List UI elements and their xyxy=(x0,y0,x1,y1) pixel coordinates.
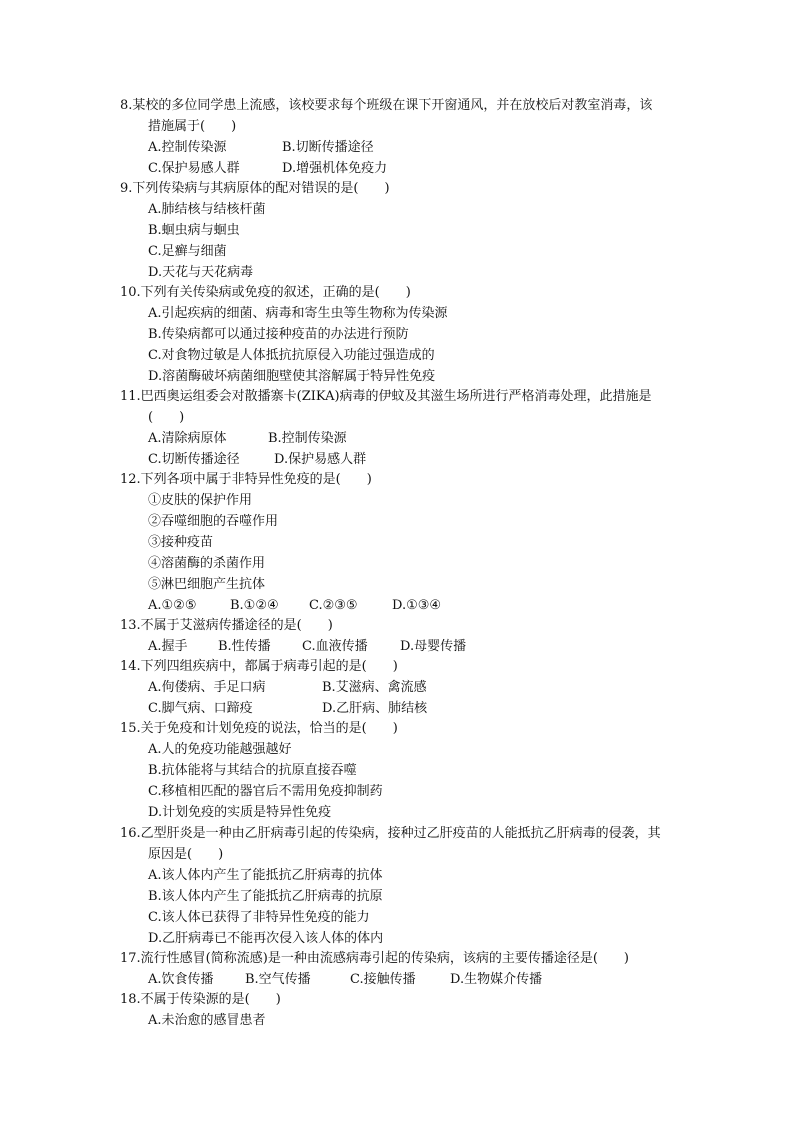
question-14-option-b: B.艾滋病、禽流感 xyxy=(322,680,427,695)
question-16-stem-cont: 原因是( ) xyxy=(148,847,224,862)
question-9-option-c: C.足癣与细菌 xyxy=(148,244,227,259)
question-11-option-c: C.切断传播途径 xyxy=(148,452,240,467)
question-10-option-c: C.对食物过敏是人体抵抗抗原侵入功能过强造成的 xyxy=(148,348,435,363)
question-14-option-c: C.脚气病、口蹄疫 xyxy=(148,701,253,716)
question-18-stem: 18.不属于传染源的是( ) xyxy=(120,992,281,1007)
question-15-option-a: A.人的免疫功能越强越好 xyxy=(148,742,292,757)
question-17-stem: 17.流行性感冒(简称流感)是一种由流感病毒引起的传染病，该病的主要传播途径是( ) xyxy=(120,951,629,966)
question-16-option-b: B.该人体内产生了能抵抗乙肝病毒的抗原 xyxy=(148,889,383,904)
question-8-option-a: A.控制传染源 xyxy=(148,140,227,155)
question-9-option-a: A.肺结核与结核杆菌 xyxy=(148,202,266,217)
question-14-option-a: A.佝偻病、手足口病 xyxy=(148,680,266,695)
question-13-option-d: D.母婴传播 xyxy=(400,639,467,654)
question-18-option-a: A.未治愈的感冒患者 xyxy=(148,1013,266,1028)
question-15-option-b: B.抗体能将与其结合的抗原直接吞噬 xyxy=(148,763,357,778)
question-9-stem: 9.下列传染病与其病原体的配对错误的是( ) xyxy=(120,181,390,196)
question-16-stem: 16.乙型肝炎是一种由乙肝病毒引起的传染病，接种过乙肝疫苗的人能抵抗乙肝病毒的侵袭，其 xyxy=(120,826,661,841)
question-13-option-a: A.握手 xyxy=(148,639,188,654)
question-11-option-b: B.控制传染源 xyxy=(268,431,347,446)
question-8-option-b: B.切断传播途径 xyxy=(282,140,374,155)
question-13-option-c: C.血液传播 xyxy=(302,639,368,654)
question-15-stem: 15.关于免疫和计划免疫的说法，恰当的是( ) xyxy=(120,721,398,736)
question-12-item-5: ⑤淋巴细胞产生抗体 xyxy=(148,577,266,592)
question-10-option-a: A.引起疾病的细菌、病毒和寄生虫等生物称为传染源 xyxy=(148,306,448,321)
question-16-option-c: C.该人体已获得了非特异性免疫的能力 xyxy=(148,910,370,925)
question-11-stem: 11.巴西奥运组委会对散播寨卡(ZIKA)病毒的伊蚊及其滋生场所进行严格消毒处理，此措施是 xyxy=(120,389,652,404)
question-17-option-b: B.空气传播 xyxy=(245,972,311,987)
question-12-item-4: ④溶菌酶的杀菌作用 xyxy=(148,556,266,571)
question-11-stem-cont: ( ) xyxy=(148,410,185,425)
question-10-option-b: B.传染病都可以通过接种疫苗的办法进行预防 xyxy=(148,327,409,342)
question-8-option-d: D.增强机体免疫力 xyxy=(282,161,388,176)
question-14-stem: 14.下列四组疾病中，都属于病毒引起的是( ) xyxy=(120,659,398,674)
question-12-item-1: ①皮肤的保护作用 xyxy=(148,493,253,508)
question-16-option-d: D.乙肝病毒已不能再次侵入该人体的体内 xyxy=(148,931,384,946)
question-12-item-2: ②吞噬细胞的吞噬作用 xyxy=(148,514,279,529)
question-16-option-a: A.该人体内产生了能抵抗乙肝病毒的抗体 xyxy=(148,868,383,883)
question-12-option-a: A.①②⑤ xyxy=(148,598,197,613)
question-17-option-a: A.饮食传播 xyxy=(148,972,214,987)
question-14-option-d: D.乙肝病、肺结核 xyxy=(322,701,428,716)
question-10-stem: 10.下列有关传染病或免疫的叙述，正确的是( ) xyxy=(120,285,411,300)
question-12-item-3: ③接种疫苗 xyxy=(148,535,214,550)
question-9-option-d: D.天花与天花病毒 xyxy=(148,265,254,280)
question-12-stem: 12.下列各项中属于非特异性免疫的是( ) xyxy=(120,472,372,487)
question-12-option-c: C.②③⑤ xyxy=(309,598,358,613)
question-9-option-b: B.蛔虫病与蛔虫 xyxy=(148,223,240,238)
question-15-option-d: D.计划免疫的实质是特异性免疫 xyxy=(148,805,332,820)
question-13-stem: 13.不属于艾滋病传播途径的是( ) xyxy=(120,618,333,633)
question-11-option-d: D.保护易感人群 xyxy=(274,452,367,467)
question-11-option-a: A.清除病原体 xyxy=(148,431,227,446)
question-17-option-c: C.接触传播 xyxy=(350,972,416,987)
question-8-stem-cont: 措施属于( ) xyxy=(148,119,237,134)
question-13-option-b: B.性传播 xyxy=(218,639,271,654)
question-8-stem: 8.某校的多位同学患上流感，该校要求每个班级在课下开窗通风，并在放校后对教室消毒，该 xyxy=(120,98,653,113)
question-12-option-d: D.①③④ xyxy=(392,598,442,613)
question-8-option-c: C.保护易感人群 xyxy=(148,161,240,176)
question-10-option-d: D.溶菌酶破坏病菌细胞壁使其溶解属于特异性免疫 xyxy=(148,369,436,384)
question-15-option-c: C.移植相匹配的器官后不需用免疫抑制药 xyxy=(148,784,383,799)
question-17-option-d: D.生物媒介传播 xyxy=(450,972,543,987)
question-12-option-b: B.①②④ xyxy=(230,598,279,613)
